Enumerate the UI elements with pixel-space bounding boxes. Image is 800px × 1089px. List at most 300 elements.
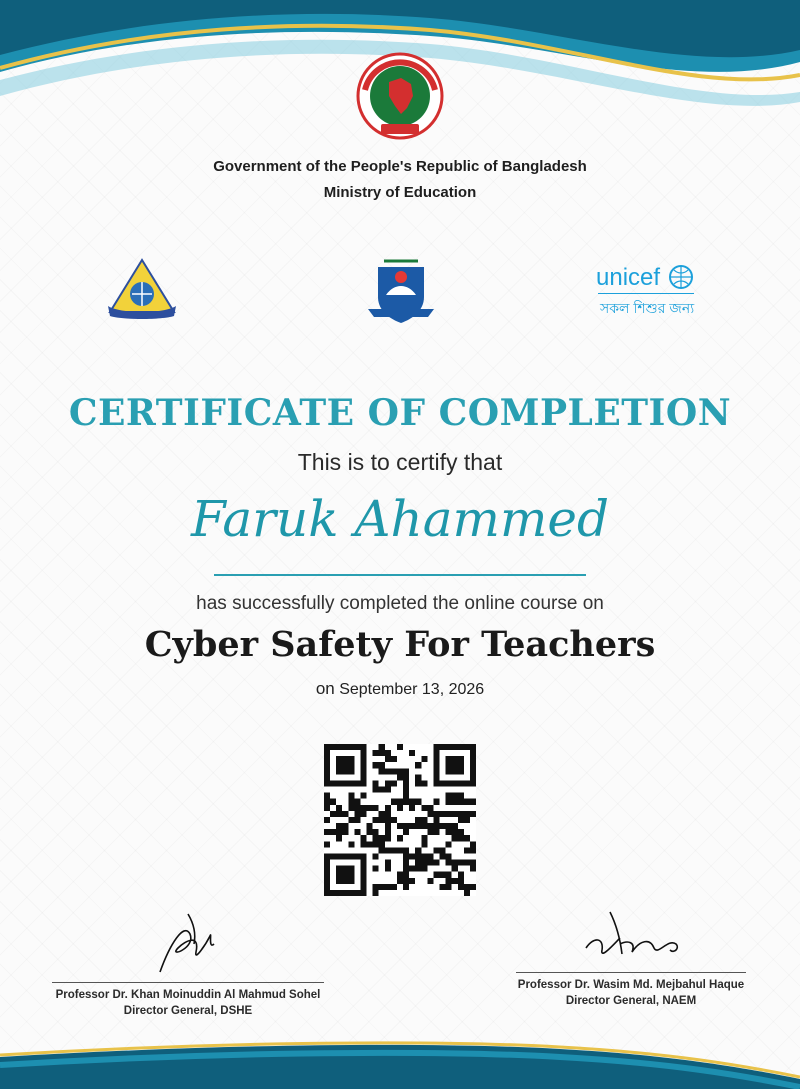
qr-module [427, 878, 433, 884]
qr-module [379, 787, 385, 793]
qr-module [409, 750, 415, 756]
qr-module [433, 799, 439, 805]
qr-module [336, 853, 342, 859]
qr-module [403, 829, 409, 835]
qr-module [415, 866, 421, 872]
qr-module [403, 823, 409, 829]
qr-module [324, 762, 330, 768]
qr-module [342, 866, 348, 872]
qr-module [373, 835, 379, 841]
qr-code [324, 744, 476, 896]
qr-module [470, 799, 476, 805]
qr-module [446, 780, 452, 786]
qr-module [385, 780, 391, 786]
qr-module [342, 853, 348, 859]
qr-module [342, 744, 348, 750]
qr-module [385, 866, 391, 872]
qr-module [342, 872, 348, 878]
qr-module [391, 780, 397, 786]
qr-module [403, 884, 409, 890]
qr-module [446, 768, 452, 774]
qr-module [354, 811, 360, 817]
qr-module [470, 762, 476, 768]
qr-module [470, 780, 476, 786]
qr-module [373, 780, 379, 786]
qr-module [342, 823, 348, 829]
qr-module [397, 805, 403, 811]
qr-module [446, 799, 452, 805]
qr-module [464, 835, 470, 841]
qr-module [427, 823, 433, 829]
qr-module [470, 750, 476, 756]
qr-module [348, 799, 354, 805]
qr-module [379, 847, 385, 853]
qr-module [348, 793, 354, 799]
qr-module [458, 884, 464, 890]
qr-module [409, 853, 415, 859]
qr-module [385, 829, 391, 835]
qr-module [360, 762, 366, 768]
qr-module [348, 756, 354, 762]
qr-module [403, 866, 409, 872]
qr-module [440, 744, 446, 750]
government-line: Government of the People's Republic of Bangladesh [213, 158, 587, 175]
qr-module [433, 744, 439, 750]
qr-module [336, 744, 342, 750]
qr-module [415, 774, 421, 780]
qr-module [385, 750, 391, 756]
qr-module [403, 799, 409, 805]
qr-module [336, 829, 342, 835]
qr-module [415, 847, 421, 853]
qr-module [373, 841, 379, 847]
qr-module [342, 756, 348, 762]
qr-module [397, 847, 403, 853]
qr-module [385, 847, 391, 853]
qr-module [433, 762, 439, 768]
qr-module [415, 853, 421, 859]
qr-module [452, 823, 458, 829]
qr-module [470, 860, 476, 866]
qr-module [391, 799, 397, 805]
qr-module [440, 847, 446, 853]
qr-module [427, 853, 433, 859]
qr-module [433, 811, 439, 817]
qr-module [415, 780, 421, 786]
name-underline [214, 574, 586, 576]
qr-module [397, 872, 403, 878]
qr-module [373, 750, 379, 756]
qr-module [391, 884, 397, 890]
completion-date [0, 679, 800, 699]
qr-module [360, 835, 366, 841]
qr-module [446, 793, 452, 799]
date-value: September 13, 2026 [339, 681, 485, 698]
qr-module [433, 823, 439, 829]
qr-module [360, 841, 366, 847]
qr-module [324, 884, 330, 890]
qr-module [379, 744, 385, 750]
qr-module [342, 890, 348, 896]
qr-module [385, 756, 391, 762]
qr-module [427, 860, 433, 866]
qr-module [360, 750, 366, 756]
qr-module [385, 768, 391, 774]
qr-module [433, 756, 439, 762]
qr-module [440, 872, 446, 878]
qr-module [397, 799, 403, 805]
qr-module [409, 866, 415, 872]
qr-module [373, 866, 379, 872]
qr-module [367, 823, 373, 829]
qr-module [464, 799, 470, 805]
qr-module [403, 853, 409, 859]
qr-module [324, 768, 330, 774]
qr-module [324, 890, 330, 896]
qr-module [421, 866, 427, 872]
qr-module [403, 787, 409, 793]
qr-module [397, 878, 403, 884]
qr-module [458, 817, 464, 823]
qr-module [324, 805, 330, 811]
signatory-name: Professor Dr. Wasim Md. Mejbahul Haque [517, 979, 745, 991]
qr-module [409, 799, 415, 805]
qr-module [336, 823, 342, 829]
qr-module [421, 805, 427, 811]
qr-module [464, 860, 470, 866]
qr-module [409, 823, 415, 829]
dshe-logo [106, 258, 178, 320]
qr-module [433, 817, 439, 823]
qr-module [354, 829, 360, 835]
qr-module [348, 890, 354, 896]
qr-module [336, 780, 342, 786]
qr-module [348, 768, 354, 774]
qr-module [373, 805, 379, 811]
qr-module [336, 768, 342, 774]
qr-module [427, 829, 433, 835]
bottom-wave-decoration [0, 1035, 800, 1089]
unicef-rule [598, 293, 694, 294]
signatory-role: Director General, NAEM [565, 995, 697, 1007]
qr-module [458, 829, 464, 835]
qr-module [458, 872, 464, 878]
qr-module [421, 835, 427, 841]
qr-module [452, 762, 458, 768]
qr-module [330, 780, 336, 786]
qr-module [446, 884, 452, 890]
signatory-name: Professor Dr. Khan Moinuddin Al Mahmud Sohel [55, 989, 321, 1001]
qr-module [336, 811, 342, 817]
qr-module [360, 878, 366, 884]
qr-module [421, 853, 427, 859]
completed-text: has successfully completed the online course on [196, 593, 604, 614]
qr-module [452, 835, 458, 841]
qr-module [452, 829, 458, 835]
qr-module [452, 793, 458, 799]
qr-module [330, 890, 336, 896]
qr-module [452, 780, 458, 786]
qr-module [324, 878, 330, 884]
signature-line [52, 982, 324, 983]
unicef-globe-icon [668, 264, 694, 290]
qr-module [367, 805, 373, 811]
qr-module [470, 847, 476, 853]
qr-module [336, 805, 342, 811]
qr-module [348, 762, 354, 768]
qr-module [373, 890, 379, 896]
qr-module [354, 890, 360, 896]
qr-module [427, 811, 433, 817]
qr-module [373, 853, 379, 859]
qr-module [440, 811, 446, 817]
signature-dshe [150, 904, 230, 980]
qr-module [348, 780, 354, 786]
qr-module [360, 805, 366, 811]
qr-module [336, 872, 342, 878]
qr-module [330, 829, 336, 835]
qr-module [360, 774, 366, 780]
qr-module [415, 817, 421, 823]
qr-module [452, 866, 458, 872]
qr-module [452, 811, 458, 817]
qr-module [470, 884, 476, 890]
qr-module [433, 750, 439, 756]
qr-module [348, 744, 354, 750]
qr-module [373, 787, 379, 793]
qr-module [421, 860, 427, 866]
qr-module [421, 841, 427, 847]
qr-module [330, 811, 336, 817]
qr-module [452, 860, 458, 866]
qr-module [348, 805, 354, 811]
qr-module [391, 756, 397, 762]
qr-module [385, 817, 391, 823]
qr-module [433, 780, 439, 786]
qr-module [458, 811, 464, 817]
qr-module [373, 884, 379, 890]
qr-module [348, 866, 354, 872]
qr-module [446, 811, 452, 817]
certificate-title: CERTIFICATE OF COMPLETION [68, 392, 732, 434]
qr-module [379, 768, 385, 774]
qr-module [324, 793, 330, 799]
signature-naem [580, 904, 690, 968]
qr-module [330, 799, 336, 805]
qr-module [367, 841, 373, 847]
qr-module [415, 762, 421, 768]
qr-module [458, 762, 464, 768]
qr-module [458, 744, 464, 750]
qr-module [324, 829, 330, 835]
qr-module [330, 744, 336, 750]
qr-module [385, 884, 391, 890]
qr-module [470, 744, 476, 750]
qr-module [360, 853, 366, 859]
qr-module [458, 793, 464, 799]
signature-line [516, 972, 746, 973]
qr-module [446, 829, 452, 835]
qr-module [470, 768, 476, 774]
qr-module [342, 762, 348, 768]
signatory-dshe [52, 982, 324, 1017]
qr-module [342, 829, 348, 835]
qr-module [336, 762, 342, 768]
naem-logo [364, 255, 438, 325]
qr-module [403, 872, 409, 878]
qr-module [421, 780, 427, 786]
qr-module [415, 823, 421, 829]
qr-module [360, 793, 366, 799]
qr-module [324, 799, 330, 805]
qr-module [464, 890, 470, 896]
qr-module [391, 817, 397, 823]
qr-module [360, 768, 366, 774]
qr-module [433, 847, 439, 853]
qr-module [403, 768, 409, 774]
qr-module [470, 866, 476, 872]
qr-module [427, 805, 433, 811]
qr-module [373, 817, 379, 823]
qr-module [360, 890, 366, 896]
qr-module [354, 853, 360, 859]
qr-module [360, 811, 366, 817]
qr-module [336, 878, 342, 884]
qr-module [403, 793, 409, 799]
qr-module [379, 884, 385, 890]
qr-module [379, 762, 385, 768]
qr-module [324, 860, 330, 866]
certify-text: This is to certify that [297, 449, 503, 475]
qr-module [354, 799, 360, 805]
qr-module [324, 866, 330, 872]
qr-module [421, 756, 427, 762]
qr-module [342, 768, 348, 774]
qr-module [391, 847, 397, 853]
qr-module [348, 817, 354, 823]
qr-module [403, 780, 409, 786]
qr-module [360, 780, 366, 786]
qr-module [409, 805, 415, 811]
qr-module [470, 774, 476, 780]
qr-module [440, 884, 446, 890]
qr-module [324, 744, 330, 750]
qr-module [385, 787, 391, 793]
qr-module [379, 841, 385, 847]
unicef-tagline: সকল শিশুর জন্য [600, 300, 695, 316]
qr-module [379, 811, 385, 817]
qr-module [324, 872, 330, 878]
qr-module [433, 768, 439, 774]
qr-module [452, 799, 458, 805]
qr-module [446, 756, 452, 762]
qr-module [354, 817, 360, 823]
qr-module [397, 835, 403, 841]
qr-module [458, 799, 464, 805]
qr-module [458, 860, 464, 866]
qr-module [446, 823, 452, 829]
qr-module [433, 872, 439, 878]
qr-module [397, 768, 403, 774]
qr-module [440, 823, 446, 829]
qr-module [373, 762, 379, 768]
qr-module [324, 780, 330, 786]
qr-module [354, 805, 360, 811]
qr-module [379, 835, 385, 841]
qr-module [360, 860, 366, 866]
qr-module [342, 780, 348, 786]
qr-module [470, 811, 476, 817]
qr-module [385, 835, 391, 841]
qr-module [336, 835, 342, 841]
qr-module [397, 823, 403, 829]
qr-module [458, 768, 464, 774]
qr-module [354, 744, 360, 750]
qr-module [385, 805, 391, 811]
signatory-naem [516, 972, 746, 1007]
qr-module [464, 847, 470, 853]
qr-module [360, 744, 366, 750]
qr-module [324, 841, 330, 847]
qr-module [385, 823, 391, 829]
qr-module [373, 829, 379, 835]
qr-module [360, 756, 366, 762]
qr-module [397, 774, 403, 780]
qr-module [464, 817, 470, 823]
qr-module [446, 853, 452, 859]
qr-module [446, 841, 452, 847]
qr-module [324, 750, 330, 756]
qr-module [458, 878, 464, 884]
qr-module [433, 774, 439, 780]
qr-module [446, 878, 452, 884]
qr-module [324, 817, 330, 823]
qr-module [452, 768, 458, 774]
qr-module [415, 860, 421, 866]
qr-module [433, 860, 439, 866]
date-prefix: on [315, 679, 335, 698]
bangladesh-seal-logo [353, 52, 447, 142]
qr-module [446, 744, 452, 750]
qr-module [403, 860, 409, 866]
course-title: Cyber Safety For Teachers [144, 624, 656, 665]
qr-module [440, 853, 446, 859]
qr-module [403, 774, 409, 780]
unicef-logo: unicef [596, 264, 661, 291]
qr-module [336, 890, 342, 896]
qr-module [324, 774, 330, 780]
qr-module [452, 878, 458, 884]
qr-module [452, 744, 458, 750]
qr-module [421, 817, 427, 823]
qr-module [440, 780, 446, 786]
qr-module [397, 744, 403, 750]
qr-module [409, 878, 415, 884]
qr-module [348, 878, 354, 884]
qr-module [324, 756, 330, 762]
qr-module [330, 853, 336, 859]
qr-module [421, 823, 427, 829]
qr-module [464, 884, 470, 890]
qr-module [354, 780, 360, 786]
qr-module [360, 884, 366, 890]
qr-module [367, 829, 373, 835]
qr-module [348, 853, 354, 859]
qr-module [324, 853, 330, 859]
qr-module [342, 878, 348, 884]
qr-module [464, 811, 470, 817]
qr-module [446, 872, 452, 878]
